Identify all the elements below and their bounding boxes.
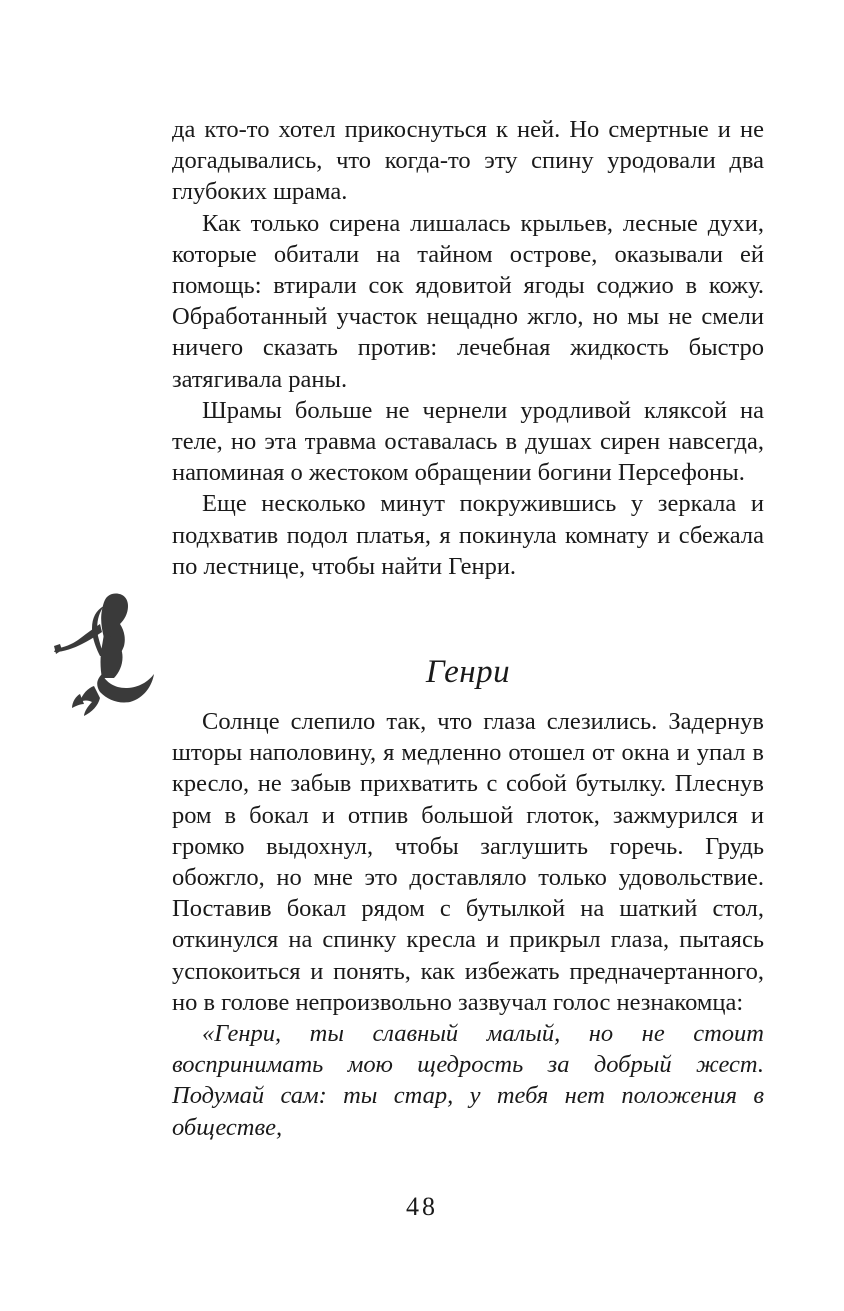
paragraph-quote: «Генри, ты славный малый, но не стоит воспринимать мою щедрость за добрый жест. Подумай сам: ты стар, у тебя нет положения в обществе, [172,1020,764,1141]
text-block-bottom [172,706,764,1143]
chapter-heading: Генри [425,654,511,690]
page-number: 48 [406,1192,438,1221]
paragraph: Солнце слепило так, что глаза слезились. Задернув шторы наполовину, я медленно отошел от окна и упал в кресло, не забыв прихватить с собой бутылку. Плеснув ром в бокал и отпив большой глоток, зажмурился и громко выдохнул, чтобы заглушить горечь. Грудь обожгло, но мне это доставляло только удовольствие. Поставив бокал рядом с бутылкой на шаткий стол, откинулся на спинку кресла и прикрыл глаза, пытаясь успокоиться и понять, как избежать предначертанного, но в голове непроизвольно зазвучал голос незнакомца: [172,708,764,1016]
paragraph-continuation: да кто-то хотел прикоснуться к ней. Но смертные и не догадывались, что когда-то эту спину уродовали два глубоких шрама. [172,116,764,206]
paragraph: Как только сирена лишалась крыльев, лесные духи, которые обитали на тайном острове, оказывали ей помощь: втирали сок ядовитой ягоды соджио в кожу. Обработанный участок нещадно жгло, но мы не смели ничего сказать против: лечебная жидкость быстро затягивала раны. [172,209,764,393]
paragraph: Еще несколько минут покружившись у зеркала и подхватив подол платья, я покинула комнату и сбежала по лестнице, чтобы найти Генри. [172,490,764,580]
text-block-top [172,114,764,582]
mermaid-silhouette-icon [54,590,156,716]
paragraph: Шрамы больше не чернели уродливой кляксой на теле, но эта травма оставалась в душах сирен навсегда, напоминая о жестоком обращении богини Персефоны. [172,396,764,487]
